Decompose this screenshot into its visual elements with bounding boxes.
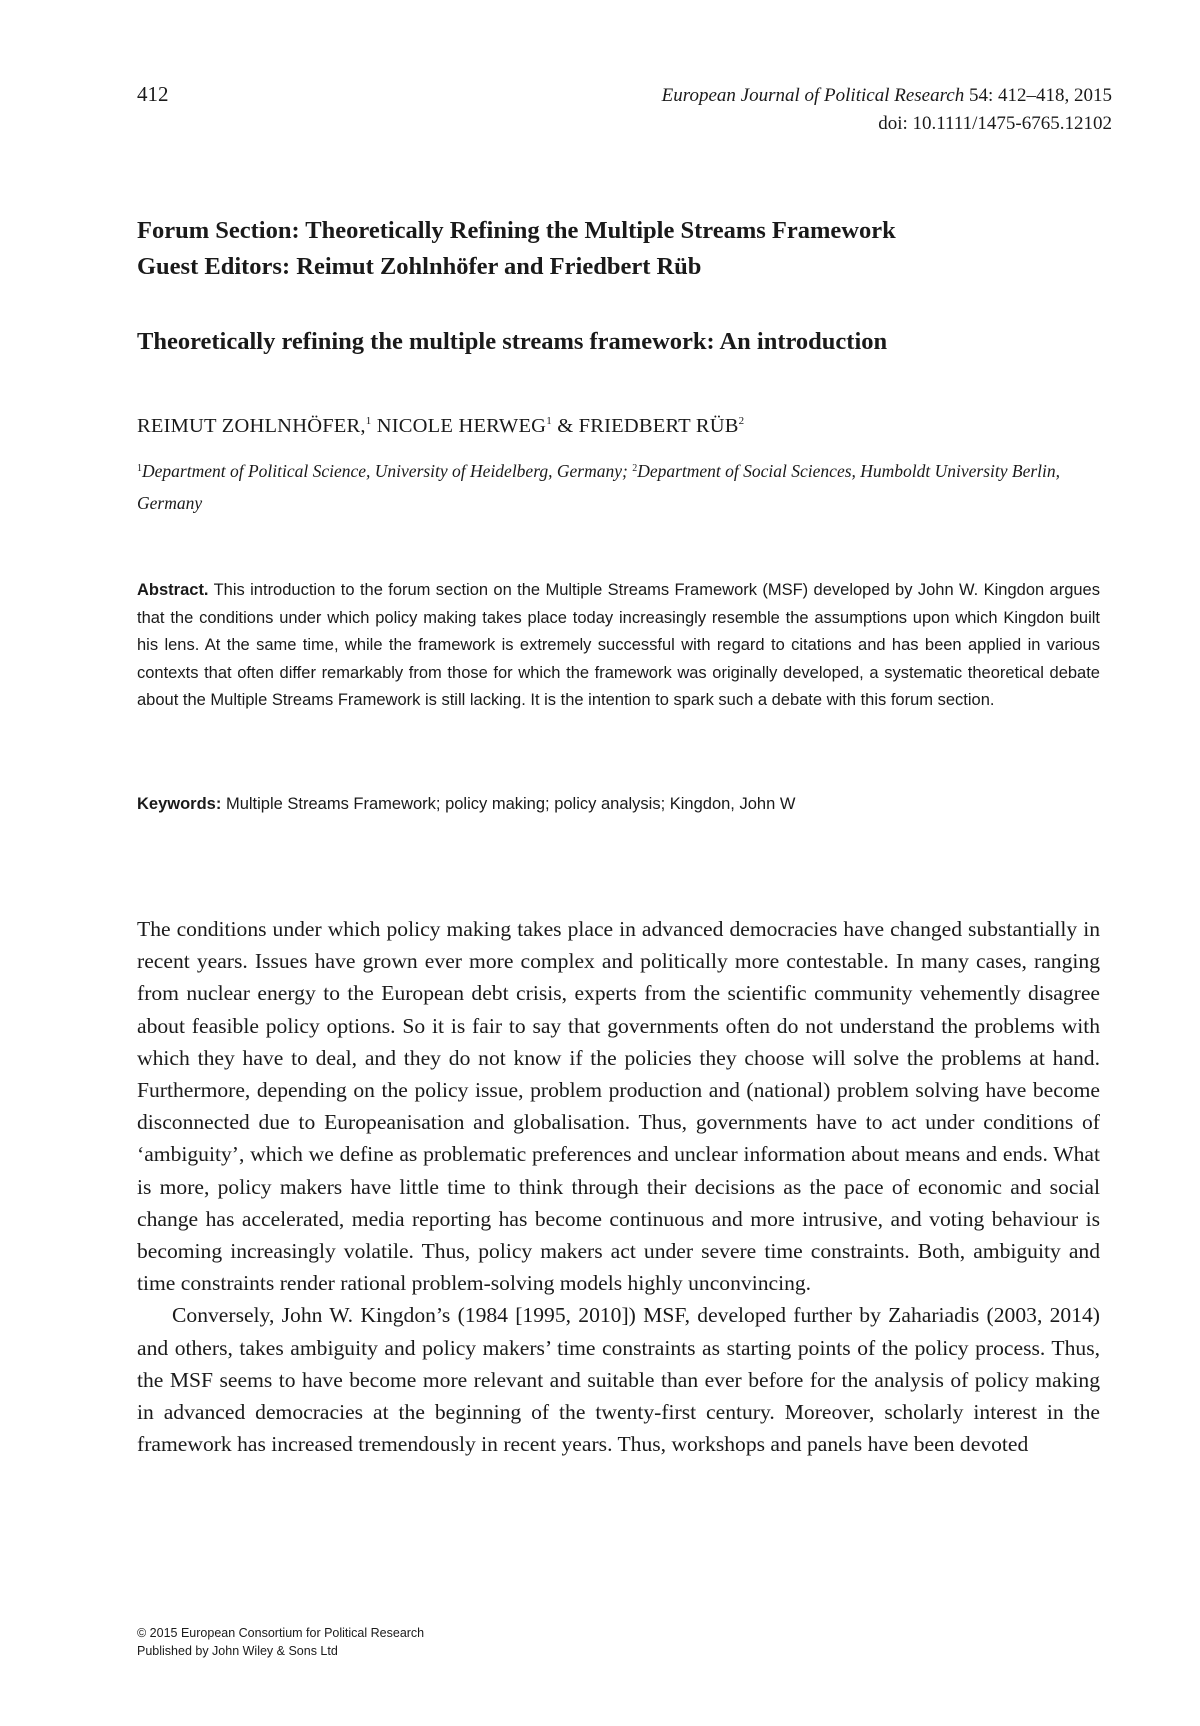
keywords-label: Keywords: [137,795,222,813]
affiliation: Department of Social Sciences, Humboldt University Berlin, Germany [137,461,1061,513]
affil-mark: 2 [632,463,638,474]
paragraph: The conditions under which policy making takes place in advanced democracies have changed substantially in recent years. Issues have grown ever more complex and politically more contestable. In many cases, ranging from nuclear energy to the European debt crisis, experts from the scientific community vehemently disagree about feasible policy options. So it is fair to say that governments often do not understand the problems with which they have to deal, and they do not know if the policies they choose will solve the problems at hand. Furthermore, depending on the policy issue, problem production and (national) problem solving have become disconnected due to Europeanisation and globalisation. Thus, governments have to act under conditions of ‘ambiguity’, which we define as problematic preferences and unclear information about means and ends. What is more, policy makers have little time to think through their decisions as the pace of economic and social change has accelerated, media reporting has become continuous and more intrusive, and voting behaviour is becoming increasingly volatile. Thus, policy makers act under severe time constraints. Both, ambiguity and time constraints render rational problem-solving models highly unconvincing. [137,917,1100,1296]
guest-editors: Guest Editors: Reimut Zohlnhöfer and Friedbert Rüb [137,253,702,280]
affil-mark: 1 [137,463,142,474]
keywords [137,795,795,814]
journal-name: European Journal of Political Research [661,85,965,106]
forum-section-title: Forum Section: Theoretically Refining the Multiple Streams Framework [137,217,896,244]
author-affil-mark: 2 [738,415,745,427]
affiliation: Department of Political Science, University of Heidelberg, Germany; [142,461,633,481]
journal-volume: 54: 412–418, 2015 [964,85,1112,106]
keywords-text: Multiple Streams Framework; policy making; policy analysis; Kingdon, John W [221,795,796,813]
page-number: 412 [137,82,169,106]
author-name: & FRIEDBERT RÜB [551,415,739,437]
author-affil-mark: 1 [365,415,372,427]
article-title: Theoretically refining the multiple streams framework: An introduction [137,328,888,355]
forum-heading [137,213,896,285]
affiliations [137,453,1077,519]
footer [137,1624,424,1660]
journal-header [662,82,1112,138]
journal-citation [662,82,1112,110]
copyright: © 2015 European Consortium for Political Research [137,1626,425,1640]
abstract [137,577,1100,715]
paragraph: Conversely, John W. Kingdon’s (1984 [1995, 2010]) MSF, developed further by Zahariadis (2003, 2014) and others, takes ambiguity and policy makers’ time constraints as starting points of the policy process. Thus, the MSF seems to have become more relevant and suitable than ever before for the analysis of policy making in advanced democracies at the beginning of the twenty-first century. Moreover, scholarly interest in the framework has increased tremendously in recent years. Thus, workshops and panels have been devoted [137,1303,1100,1457]
author-name: NICOLE HERWEG [371,415,547,437]
abstract-text: This introduction to the forum section on the Multiple Streams Framework (MSF) developed by John W. Kingdon argues that the conditions under which policy making takes place today increasingly resemble the assumptions upon which Kingdon built his lens. At the same time, while the framework is extremely successful with regard to citations and has been applied in various contexts that often differ remarkably from those for which the framework was originally developed, a systematic theoretical debate about the Multiple Streams Framework is still lacking. It is the intention to spark such a debate with this forum section. [137,581,1100,709]
publisher: Published by John Wiley & Sons Ltd [137,1644,338,1658]
doi[interactable]: doi: 10.1111/1475-6765.12102 [878,113,1112,134]
body-text [137,913,1100,1460]
author-name: REIMUT ZOHLNHÖFER, [137,415,366,437]
author-affil-mark: 1 [546,415,552,427]
abstract-label: Abstract. [137,581,209,599]
authors [137,415,744,438]
